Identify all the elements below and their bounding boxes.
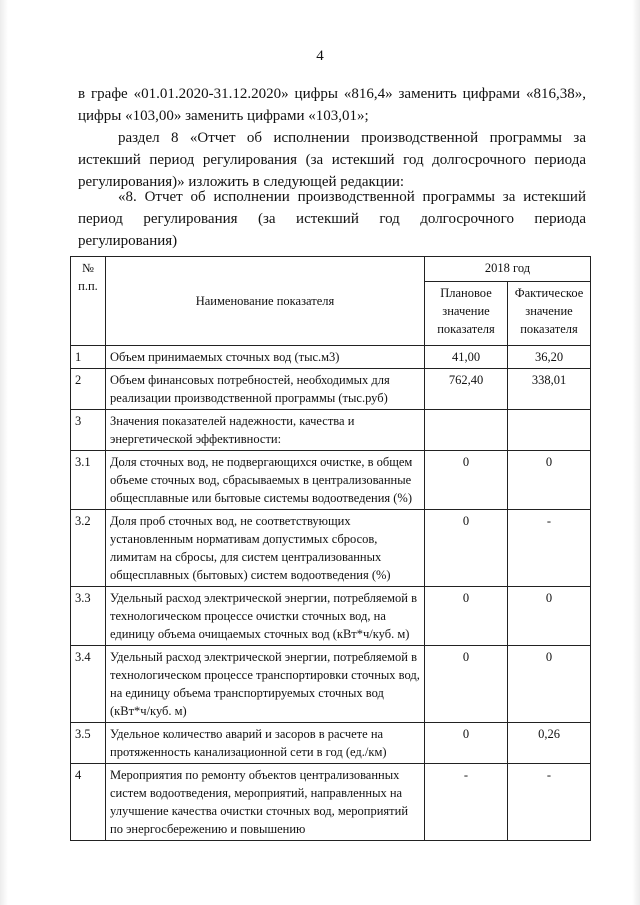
row-fact-value: - [508,510,591,587]
report-table [70,256,591,841]
row-fact-value: 36,20 [508,346,591,369]
page-number: 4 [316,48,324,64]
table-row [71,587,591,646]
row-fact-value: 0 [508,451,591,510]
table-row [71,369,591,410]
header-fact: Фактическое значение показателя [508,281,591,345]
row-number: 3.5 [71,723,106,764]
row-indicator-name: Удельный расход электрической энергии, потребляемой в технологическом процессе очистки сточных вод, на единицу объема очищаемых сточных вод (кВт*ч/куб. м) [106,587,425,646]
row-indicator-name: Значения показателей надежности, качества и энергетической эффективности: [106,410,425,451]
table-row [71,451,591,510]
table-row [71,510,591,587]
table-body [71,346,591,841]
scan-edge-right [632,0,640,905]
row-fact-value: 0 [508,587,591,646]
table-row [71,646,591,723]
row-plan-value: 41,00 [425,346,508,369]
row-number: 3.1 [71,451,106,510]
row-number: 3.4 [71,646,106,723]
row-plan-value: 0 [425,723,508,764]
row-indicator-name: Объем принимаемых сточных вод (тыс.м3) [106,346,425,369]
row-plan-value [425,410,508,451]
row-fact-value: - [508,764,591,841]
header-plan: Плановое значение показателя [425,281,508,345]
table-row [71,723,591,764]
paragraph-section-8-title: «8. Отчет об исполнении производственной программы за истекший период регулирования (за истекший год долгосрочного периода регулирования) [78,189,586,249]
table-row [71,764,591,841]
row-number: 2 [71,369,106,410]
row-indicator-name: Мероприятия по ремонту объектов централизованных систем водоотведения, мероприятий, направленных на улучшение качества очистки сточных вод, мероприятий по энергосбережению и повышению [106,764,425,841]
row-indicator-name: Удельное количество аварий и засоров в расчете на протяженность канализационной сети в год (ед./км) [106,723,425,764]
row-plan-value: - [425,764,508,841]
header-year: 2018 год [425,257,591,282]
row-fact-value: 0 [508,646,591,723]
row-fact-value: 338,01 [508,369,591,410]
row-indicator-name: Удельный расход электрической энергии, потребляемой в технологическом процессе транспортировки сточных вод, на единицу объема транспортируемых сточных вод (кВт*ч/куб. м) [106,646,425,723]
row-plan-value: 0 [425,646,508,723]
row-number: 4 [71,764,106,841]
header-indicator-name: Наименование показателя [106,257,425,346]
row-number: 3 [71,410,106,451]
table-header-row-1 [71,257,591,282]
row-plan-value: 0 [425,451,508,510]
row-fact-value: 0,26 [508,723,591,764]
row-plan-value: 0 [425,587,508,646]
row-indicator-name: Доля проб сточных вод, не соответствующих установленным нормативам допустимых сбросов, лимитам на сбросы, для систем централизованных общесплавных (бытовых) систем водоотведения (%) [106,510,425,587]
scan-edge-left [0,0,8,905]
row-indicator-name: Доля сточных вод, не подвергающихся очистке, в общем объеме сточных вод, сбрасываемых в централизованные общесплавные или бытовые системы водоотведения (%) [106,451,425,510]
header-num: № п.п. [71,257,106,346]
table-row [71,346,591,369]
row-plan-value: 762,40 [425,369,508,410]
row-fact-value [508,410,591,451]
row-plan-value: 0 [425,510,508,587]
table-row [71,410,591,451]
row-number: 3.3 [71,587,106,646]
row-number: 1 [71,346,106,369]
row-number: 3.2 [71,510,106,587]
paragraph-amendment-values: в графе «01.01.2020-31.12.2020» цифры «816,4» заменить цифрами «816,38», цифры «103,00» заменить цифрами «103,01»; [78,86,586,124]
paragraph-section-8-intro: раздел 8 «Отчет об исполнении производственной программы за истекший период регулирования (за истекший год долгосрочного периода регулирования)» изложить в следующей редакции: [78,130,586,190]
row-indicator-name: Объем финансовых потребностей, необходимых для реализации производственной программы (тыс.руб) [106,369,425,410]
